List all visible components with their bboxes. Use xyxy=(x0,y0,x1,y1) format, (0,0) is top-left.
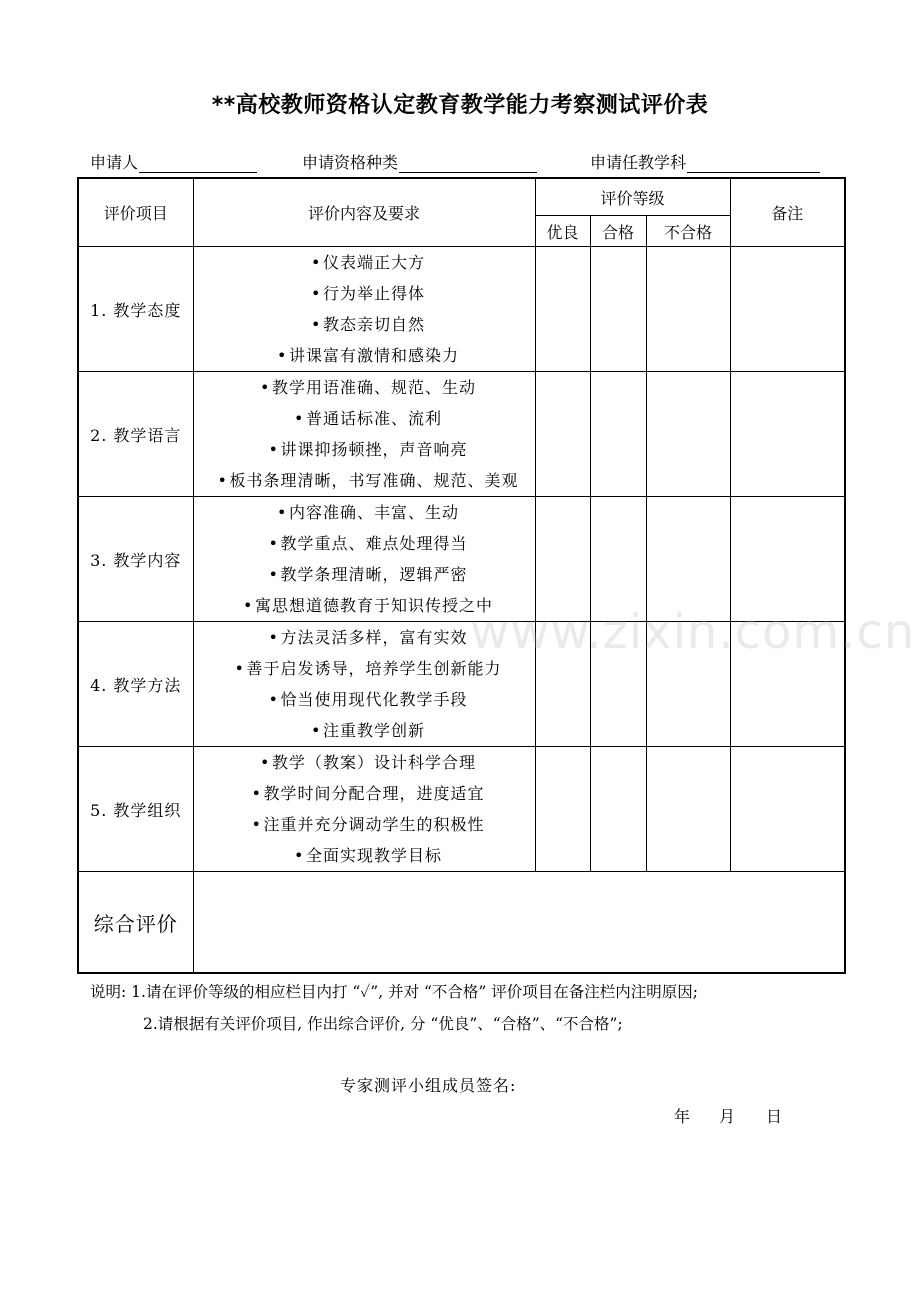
item-contents xyxy=(193,247,535,372)
applicant-field[interactable] xyxy=(90,150,257,173)
qualification-field[interactable] xyxy=(302,150,537,173)
item-contents xyxy=(193,372,535,497)
header-fields xyxy=(90,150,835,174)
list-item: •注重并充分调动学生的积极性 xyxy=(202,809,535,840)
remark-cell[interactable] xyxy=(730,622,845,747)
bullet-icon: • xyxy=(276,503,288,522)
grade-fail-cell[interactable] xyxy=(646,747,730,872)
bullet-icon: • xyxy=(217,471,228,490)
header-remark: 备注 xyxy=(730,178,845,247)
table-row xyxy=(78,247,845,372)
list-item: •教学时间分配合理，进度适宜 xyxy=(202,778,535,809)
subject-label: 申请任教学科 xyxy=(590,153,687,172)
list-item: •教学条理清晰，逻辑严密 xyxy=(202,559,535,590)
summary-row xyxy=(78,872,845,974)
list-item: •善于启发诱导，培养学生创新能力 xyxy=(202,653,535,684)
list-item: •全面实现教学目标 xyxy=(202,840,535,871)
note-line-2: 2.请根据有关评价项目, 作出综合评价, 分 “优良”、“合格”、“不合格”; xyxy=(143,1015,623,1033)
bullet-icon: • xyxy=(268,690,279,709)
bullet-icon: • xyxy=(310,253,322,272)
item-name: 1. 教学态度 xyxy=(78,247,193,372)
remark-cell[interactable] xyxy=(730,747,845,872)
list-item: •方法灵活多样，富有实效 xyxy=(202,622,535,653)
list-item: •讲课抑扬顿挫，声音响亮 xyxy=(202,434,535,465)
grade-fail-cell[interactable] xyxy=(646,247,730,372)
list-item: •教学（教案）设计科学合理 xyxy=(202,747,535,778)
bullet-icon: • xyxy=(293,409,305,428)
list-item: •行为举止得体 xyxy=(202,278,535,309)
grade-pass-cell[interactable] xyxy=(590,372,646,497)
grade-pass-cell[interactable] xyxy=(590,747,646,872)
item-name: 2. 教学语言 xyxy=(78,372,193,497)
list-item: •讲课富有激情和感染力 xyxy=(202,340,535,371)
qualification-label: 申请资格种类 xyxy=(302,153,399,172)
bullet-icon: • xyxy=(310,315,322,334)
item-contents xyxy=(193,497,535,622)
remark-cell[interactable] xyxy=(730,497,845,622)
table-row xyxy=(78,497,845,622)
grade-excellent-cell[interactable] xyxy=(535,622,590,747)
list-item: •内容准确、丰富、生动 xyxy=(202,497,535,528)
bullet-icon: • xyxy=(310,284,322,303)
grade-excellent-cell[interactable] xyxy=(535,497,590,622)
grade-pass-cell[interactable] xyxy=(590,622,646,747)
item-contents xyxy=(193,747,535,872)
header-grade-excellent: 优良 xyxy=(535,216,590,247)
summary-cell[interactable] xyxy=(193,872,845,974)
grade-pass-cell[interactable] xyxy=(590,497,646,622)
bullet-icon: • xyxy=(242,596,254,615)
item-name: 3. 教学内容 xyxy=(78,497,193,622)
grade-fail-cell[interactable] xyxy=(646,372,730,497)
table-row xyxy=(78,747,845,872)
signature-label: 专家测评小组成员签名: xyxy=(340,1076,517,1095)
list-item: •恰当使用现代化教学手段 xyxy=(202,684,535,715)
bullet-icon: • xyxy=(293,846,305,865)
applicant-label: 申请人 xyxy=(90,153,139,172)
grade-fail-cell[interactable] xyxy=(646,497,730,622)
grade-excellent-cell[interactable] xyxy=(535,247,590,372)
page-title: **高校教师资格认定教育教学能力考察测试评价表 xyxy=(211,93,709,118)
item-name: 4. 教学方法 xyxy=(78,622,193,747)
header-content: 评价内容及要求 xyxy=(193,178,535,247)
summary-label: 综合评价 xyxy=(78,872,193,974)
subject-blank[interactable] xyxy=(687,154,820,173)
item-contents xyxy=(193,622,535,747)
grade-fail-cell[interactable] xyxy=(646,622,730,747)
header-grade-pass: 合格 xyxy=(590,216,646,247)
remark-cell[interactable] xyxy=(730,247,845,372)
date-month: 月 xyxy=(719,1107,736,1126)
bullet-icon: • xyxy=(268,628,279,647)
bullet-icon: • xyxy=(259,378,271,397)
header-grade: 评价等级 xyxy=(535,178,730,216)
list-item: •普通话标准、流利 xyxy=(202,403,535,434)
bullet-icon: • xyxy=(259,753,271,772)
list-item: •仪表端正大方 xyxy=(202,247,535,278)
list-item: •教学重点、难点处理得当 xyxy=(202,528,535,559)
bullet-icon: • xyxy=(251,815,262,834)
grade-pass-cell[interactable] xyxy=(590,247,646,372)
remark-cell[interactable] xyxy=(730,372,845,497)
list-item: •教态亲切自然 xyxy=(202,309,535,340)
bullet-icon: • xyxy=(251,784,262,803)
header-item: 评价项目 xyxy=(78,178,193,247)
date-year: 年 xyxy=(674,1107,691,1126)
item-name: 5. 教学组织 xyxy=(78,747,193,872)
bullet-icon: • xyxy=(268,534,279,553)
bullet-icon: • xyxy=(310,721,322,740)
watermark: www.zixin.com.cn xyxy=(470,604,916,660)
grade-excellent-cell[interactable] xyxy=(535,747,590,872)
qualification-blank[interactable] xyxy=(399,154,537,173)
header-grade-fail: 不合格 xyxy=(646,216,730,247)
table-header-row xyxy=(78,178,845,216)
bullet-icon: • xyxy=(268,565,279,584)
bullet-icon: • xyxy=(276,346,288,365)
grade-excellent-cell[interactable] xyxy=(535,372,590,497)
list-item: •板书条理清晰，书写准确、规范、美观 xyxy=(202,465,535,496)
evaluation-table xyxy=(77,177,846,974)
list-item: •教学用语准确、规范、生动 xyxy=(202,372,535,403)
notes xyxy=(90,982,870,1046)
bullet-icon: • xyxy=(234,659,245,678)
date-day: 日 xyxy=(766,1107,783,1126)
list-item: •寓思想道德教育于知识传授之中 xyxy=(202,590,535,621)
note-line-1: 说明: 1.请在评价等级的相应栏目内打 “✓”, 并对 “不合格” 评价项目在备注栏内注明原因; xyxy=(90,983,698,1001)
bullet-icon: • xyxy=(268,440,279,459)
subject-field[interactable] xyxy=(590,150,820,173)
list-item: •注重教学创新 xyxy=(202,715,535,746)
applicant-blank[interactable] xyxy=(139,154,257,173)
table-row xyxy=(78,622,845,747)
table-row xyxy=(78,372,845,497)
